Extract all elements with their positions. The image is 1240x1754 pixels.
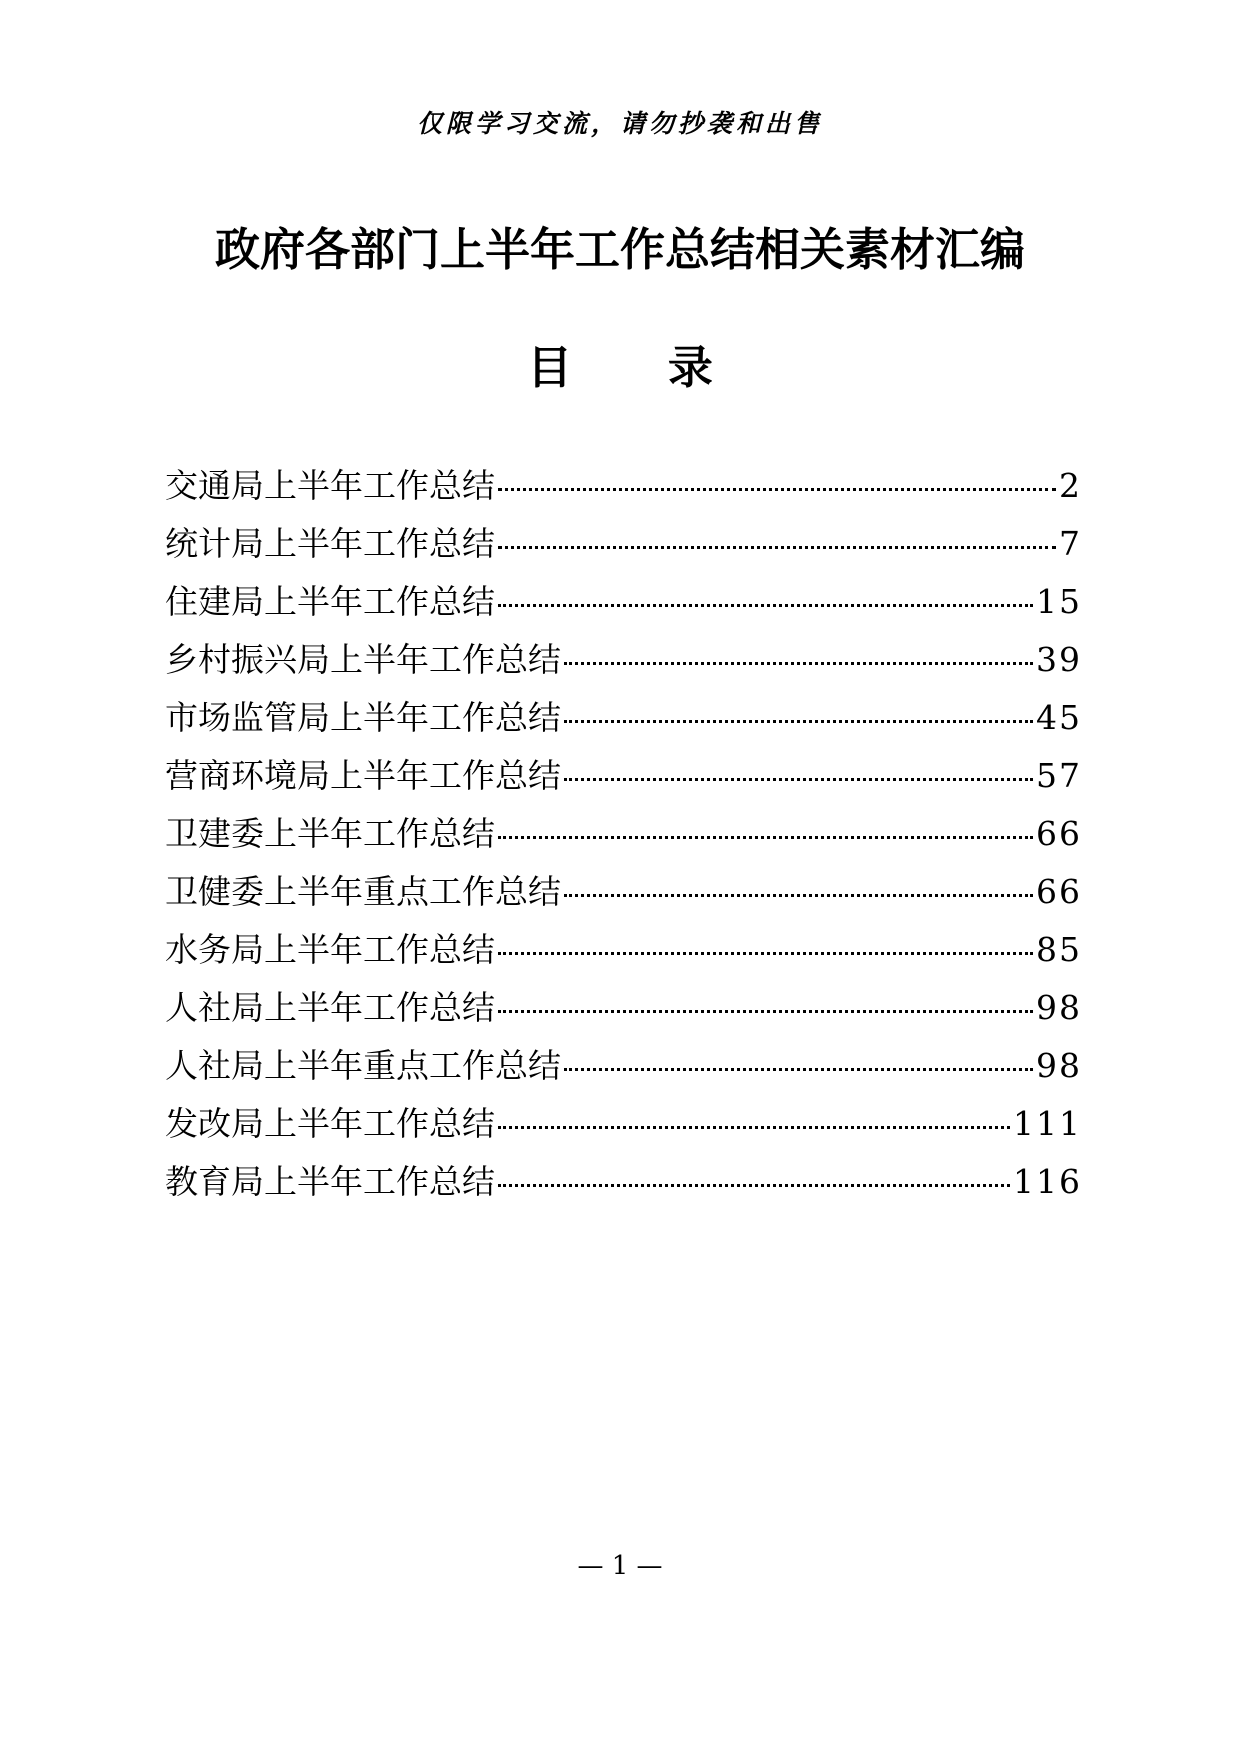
toc-dot-leader	[498, 604, 1033, 607]
toc-entry-page: 85	[1036, 930, 1082, 969]
toc-entry[interactable]	[165, 515, 1082, 573]
toc-entry-page: 98	[1036, 988, 1082, 1027]
toc-entry-title: 统计局上半年工作总结	[165, 524, 495, 563]
toc-entry[interactable]	[165, 805, 1082, 863]
toc-heading: 目 录	[527, 341, 753, 394]
toc-dot-leader	[564, 778, 1033, 781]
toc-entry-title: 教育局上半年工作总结	[165, 1162, 495, 1201]
toc-dot-leader	[564, 720, 1033, 723]
toc-entry-page: 45	[1036, 698, 1082, 737]
toc-entry-page: 116	[1013, 1162, 1082, 1201]
toc-entry-title: 发改局上半年工作总结	[165, 1104, 495, 1143]
toc-entry[interactable]	[165, 457, 1082, 515]
toc-dot-leader	[498, 1184, 1010, 1187]
toc-entry-title: 人社局上半年工作总结	[165, 988, 495, 1027]
toc-entry-title: 乡村振兴局上半年工作总结	[165, 640, 561, 679]
toc-dot-leader	[564, 662, 1033, 665]
toc-entry-title: 水务局上半年工作总结	[165, 930, 495, 969]
document-title: 政府各部门上半年工作总结相关素材汇编	[214, 223, 1025, 276]
toc-dot-leader	[498, 836, 1033, 839]
toc-entry-page: 66	[1036, 814, 1082, 853]
toc-dot-leader	[564, 1068, 1033, 1071]
header-notice: 仅限学习交流，请勿抄袭和出售	[416, 109, 823, 138]
toc-dot-leader	[498, 488, 1056, 491]
toc-entry-page: 98	[1036, 1046, 1082, 1085]
toc-entry[interactable]	[165, 1037, 1082, 1095]
toc-dot-leader	[498, 1010, 1033, 1013]
toc-entry-title: 营商环境局上半年工作总结	[165, 756, 561, 795]
toc-dot-leader	[498, 952, 1033, 955]
toc-entry-title: 市场监管局上半年工作总结	[165, 698, 561, 737]
toc-entry-title: 住建局上半年工作总结	[165, 582, 495, 621]
toc-entry-title: 人社局上半年重点工作总结	[165, 1046, 561, 1085]
toc-entry[interactable]	[165, 921, 1082, 979]
table-of-contents	[165, 457, 1082, 1211]
toc-entry-title: 卫建委上半年工作总结	[165, 814, 495, 853]
toc-entry-page: 111	[1013, 1104, 1082, 1143]
page-number: — 1 —	[577, 1551, 663, 1581]
toc-entry[interactable]	[165, 979, 1082, 1037]
toc-entry[interactable]	[165, 1153, 1082, 1211]
toc-dot-leader	[498, 1126, 1010, 1129]
toc-dot-leader	[498, 546, 1056, 549]
toc-entry[interactable]	[165, 689, 1082, 747]
toc-entry-page: 2	[1059, 466, 1082, 505]
toc-dot-leader	[564, 894, 1033, 897]
toc-entry[interactable]	[165, 1095, 1082, 1153]
toc-entry-title: 交通局上半年工作总结	[165, 466, 495, 505]
toc-entry-page: 39	[1036, 640, 1082, 679]
toc-entry[interactable]	[165, 631, 1082, 689]
toc-entry-page: 57	[1036, 756, 1082, 795]
toc-entry[interactable]	[165, 747, 1082, 805]
toc-entry-page: 66	[1036, 872, 1082, 911]
toc-entry-page: 7	[1059, 524, 1082, 563]
toc-entry-title: 卫健委上半年重点工作总结	[165, 872, 561, 911]
toc-entry[interactable]	[165, 863, 1082, 921]
toc-entry-page: 15	[1036, 582, 1082, 621]
toc-entry[interactable]	[165, 573, 1082, 631]
